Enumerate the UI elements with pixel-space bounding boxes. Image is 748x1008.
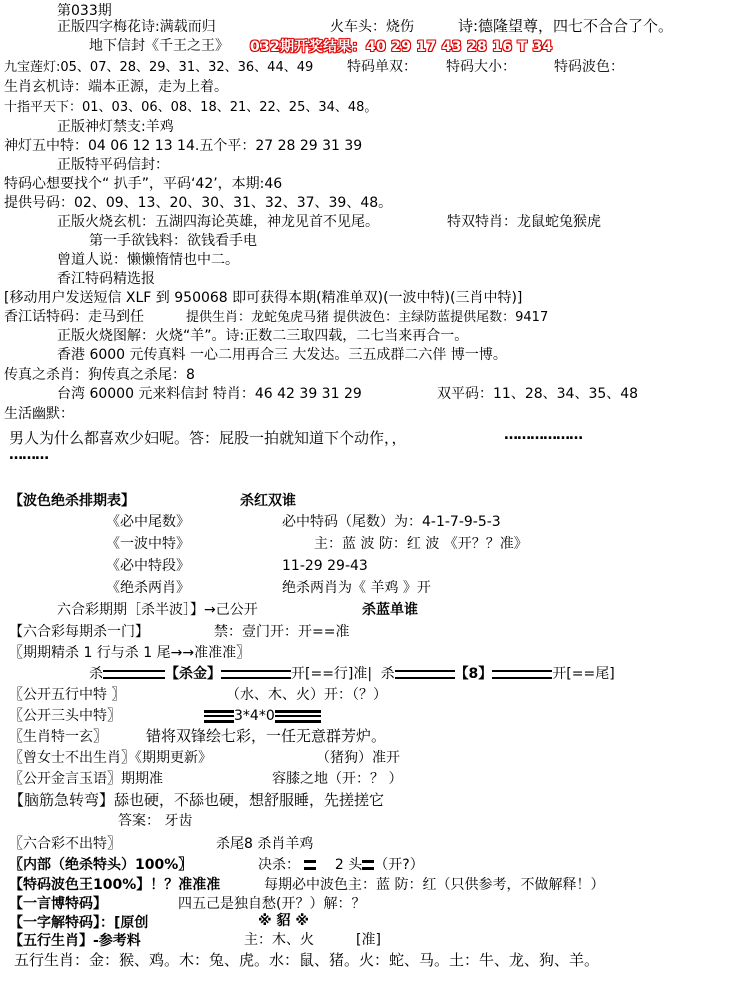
ms-zeng-label: 〖曾女士不出生肖〗《期期更新》 bbox=[9, 750, 212, 766]
five-zodiac-accurate: [准] bbox=[356, 932, 381, 948]
golden-words-value: 容膝之地（开：？ ） bbox=[272, 771, 403, 787]
tail-value: 必中特码（尾数）为：4-1-7-9-5-3 bbox=[282, 514, 501, 530]
internal-kill-label: 〖内部（绝杀特头）100%〗 bbox=[9, 857, 193, 873]
five-element-label: 〖公开五行中特 〗 bbox=[9, 687, 126, 703]
half-wave: 六合彩期期［杀半波］】→己公开 bbox=[57, 602, 258, 618]
lottery-result: 032期开奖结果：40 29 17 43 28 16 T 34 bbox=[250, 39, 553, 55]
five-zodiac-main: 主：木、火 bbox=[244, 932, 314, 948]
plum-poem: 正版四字梅花诗:满载而归 bbox=[57, 19, 216, 35]
sms-promo: [移动用户发送短信 XLF 到 950068 即可获得本期(精准单双)(一波中特)(三肖中特)] bbox=[4, 290, 523, 306]
tail-open: 开[==尾] bbox=[552, 666, 615, 682]
element-open: 开[==行]准| bbox=[291, 666, 373, 682]
one-char-label: 【一字解特码】：[原创 bbox=[9, 915, 149, 931]
taoist-says: 曾道人说：懒懒惰情也中二。 bbox=[57, 252, 239, 268]
kill-element-row bbox=[89, 666, 615, 683]
fire-mystery: 正版火烧玄机：五湖四海论英雄，神龙见首不见尾。 bbox=[57, 214, 379, 230]
nine-lotus-lamp: 九宝莲灯:05、07、28、29、31、32、36、44、49 bbox=[4, 60, 314, 75]
decisive-kill: 决杀： bbox=[258, 857, 300, 873]
flat-envelope: 正版特平码信封： bbox=[57, 157, 169, 173]
zodiac-poem: 生肖玄机诗：端本正源，走为上着。 bbox=[4, 79, 228, 95]
lamp-five: 神灯五中特：04 06 12 13 14.五个平：27 28 29 31 39 bbox=[4, 138, 363, 154]
issue-label: 第033期 bbox=[57, 3, 112, 19]
kill-char-2: 杀 bbox=[380, 666, 395, 682]
wave-label: 《一波中特》 bbox=[106, 536, 190, 552]
hk-saying: 香江话特码：走马到任 bbox=[4, 309, 144, 325]
kill-tail-8: 【8】 bbox=[454, 666, 493, 682]
brain-teaser: 【脑筋急转弯】舔也硬，不舔也硬，想舒服睡，先搓搓它 bbox=[9, 791, 385, 809]
double-flat: 双平码：11、28、34、35、48 bbox=[437, 386, 639, 402]
one-word-label: 【一言博特码】 bbox=[9, 896, 107, 912]
color-king-label: 【特码波色王100%】！？准准准 bbox=[9, 877, 221, 893]
color-label: 特码波色： bbox=[554, 59, 624, 75]
joke-dots: ……………… bbox=[504, 427, 582, 443]
provided-numbers: 提供号码：02、09、13、20、30、31、32、37、39、48。 bbox=[4, 195, 393, 211]
five-element-value: （水、木、火）开：（？） bbox=[226, 687, 387, 703]
humor-label: 生活幽默： bbox=[4, 406, 74, 422]
three-head-label: 〖公开三头中特〗 bbox=[9, 708, 121, 724]
wave-value: 主：蓝 波 防：红 波 《开？？准》 bbox=[314, 536, 528, 552]
odd-even-label: 特码单双： bbox=[347, 59, 417, 75]
kill-two-value: 绝杀两肖为《 羊鸡 》开 bbox=[282, 580, 431, 596]
ten-fingers: 十指平天下：01、03、06、08、18、21、22、25、34、48。 bbox=[4, 100, 378, 115]
head-numbers: 3*4*0 bbox=[234, 708, 275, 724]
kill-metal: 【杀金】 bbox=[165, 666, 221, 682]
underground-envelope: 地下信封《千王之王》 bbox=[89, 38, 229, 54]
fire-diagram: 正版火烧图解：火烧“羊”。诗:正数二三取四载，二七当来再合一。 bbox=[57, 328, 469, 344]
open-q: （开?） bbox=[374, 857, 424, 873]
three-head-value bbox=[204, 708, 321, 725]
segment-label: 《必中特段》 bbox=[106, 558, 190, 574]
zodiac-mystery-label: 〖生肖特一玄〗 bbox=[9, 729, 107, 745]
golden-words-label: 〖公开金言玉语〗期期准 bbox=[9, 771, 163, 787]
color-table-title: 【波色绝杀排期表】 bbox=[9, 493, 135, 509]
no-special-value: 杀尾8 杀肖羊鸡 bbox=[216, 836, 314, 852]
first-hand: 第一手欲钱料：欲钱看手电 bbox=[89, 233, 257, 249]
five-zodiac-label: 【五行生肖】-参考料 bbox=[9, 933, 141, 949]
kill-red: 杀红双谁 bbox=[240, 493, 296, 509]
joke-dots-2: ……… bbox=[9, 447, 48, 463]
selected-report: 香江特码精选报 bbox=[57, 271, 155, 287]
kill-two-label: 《绝杀两肖》 bbox=[106, 580, 190, 596]
internal-kill-value bbox=[258, 857, 424, 874]
door-value: 禁：壹门开：开==准 bbox=[214, 624, 350, 640]
color-king-value: 每期必中波色主：蓝 防：红（只供参考，不做解释！） bbox=[264, 877, 605, 893]
joke-text: 男人为什么都喜欢少妇呢。答：屁股一拍就知道下个动作，， bbox=[9, 429, 407, 447]
teaser-answer: 答案： 牙齿 bbox=[118, 813, 193, 829]
train-head: 火车头：烧伤 bbox=[330, 19, 414, 35]
head-two: 2 头 bbox=[334, 857, 363, 873]
kill-one-door: 【六合彩每期杀一门】 bbox=[9, 624, 149, 640]
banned-zodiac: 正版神灯禁支:羊鸡 bbox=[57, 119, 174, 135]
size-label: 特码大小： bbox=[446, 59, 516, 75]
hk-fax: 香港 6000 元传真料 一心二用再合三 大发达。三五成群二六伴 博一博。 bbox=[57, 347, 507, 363]
zodiac-mystery-value: 错将双锋绘七彩，一任无意群芳炉。 bbox=[146, 727, 387, 745]
poem-text: 诗:德隆望尊，四七不合合了个。 bbox=[458, 17, 674, 35]
pickpocket-line: 特码心想要找个“ 扒手”，平码‘42’，本期:46 bbox=[4, 176, 283, 192]
fax-kill: 传真之杀肖：狗传真之杀尾：8 bbox=[4, 367, 195, 383]
tail-label: 《必中尾数》 bbox=[106, 514, 190, 530]
provided-zodiac: 提供生肖：龙蛇兔虎马猪 提供波色：主绿防蓝提供尾数：9417 bbox=[186, 310, 549, 325]
no-special-label: 〖六合彩不出特〗 bbox=[9, 836, 121, 852]
one-word-value: 四五己是独自愁(开？）解：？ bbox=[178, 896, 366, 912]
kill-char: 杀 bbox=[89, 666, 103, 682]
ms-zeng-value: （猪狗）准开 bbox=[316, 750, 400, 766]
double-zodiac: 特双特肖：龙鼠蛇兔猴虎 bbox=[447, 214, 601, 230]
segment-value: 11-29 29-43 bbox=[282, 558, 368, 574]
five-zodiac-list: 五行生肖：金：猴、鸡。木：兔、虎。水：鼠、猪。火：蛇、马。土：牛、龙、狗、羊。 bbox=[14, 951, 600, 969]
taiwan-envelope: 台湾 60000 元来料信封 特肖：46 42 39 31 29 bbox=[57, 386, 362, 402]
precise-kill: 〖期期精杀 1 行与杀 1 尾→→准准准〗 bbox=[9, 645, 251, 661]
kill-blue: 杀蓝单谁 bbox=[362, 602, 418, 618]
one-char-value: ※ 貂 ※ bbox=[258, 913, 309, 929]
